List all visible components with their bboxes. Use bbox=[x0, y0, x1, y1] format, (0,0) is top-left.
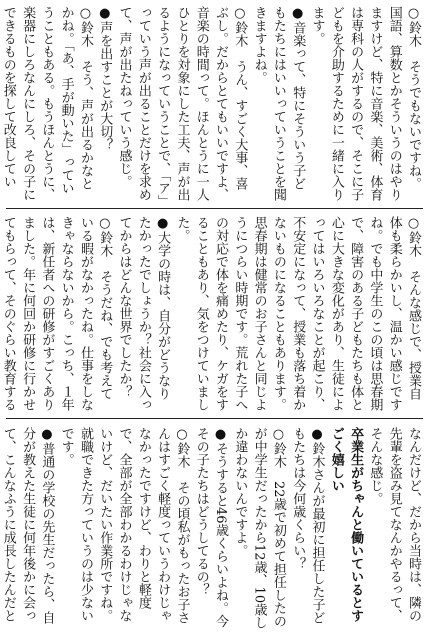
tier-divider bbox=[6, 418, 423, 419]
paragraph: ○鈴木 そんな感じで、授業自体も柔らかいし、温かい感じですね。でも中学生のこの頃は思春期で、障害のある子どもたちも体と心に大きな変化があり、生徒によってはいろいろなことが起こり、不安定になって、授業も落ち着かないものになることもあります。思春期は健常のお子さんと同じようにつらい時期です。荒れた子への対応で体を痛めたり、ケガをすることもあり、気をつけていました。 bbox=[174, 216, 421, 411]
text-tier-middle bbox=[0, 216, 423, 412]
question-paragraph: ●大学の時は、自分がどうなりたかったでしょうか？社会に入ってからはどんな世界でしたか？ bbox=[116, 216, 171, 411]
text-tier-top bbox=[0, 6, 423, 202]
section-heading: 卒業生がちゃんと働いているとすごく嬉しい bbox=[328, 427, 364, 622]
question-paragraph: ●鈴木さんが最初に担任した子どもたちは今何歳くらい？ bbox=[290, 427, 325, 624]
paragraph: なんだけど、だから当時は、隣の先輩を盗み見てなんかやるって、そんな感じ。 bbox=[367, 427, 421, 622]
question-paragraph: ●普通の学校の先生だったら、自分が教えた生徒に何年後かに会って、こんなふうに成長したんだと bbox=[0, 427, 55, 624]
paragraph: ○鈴木 22歳で初めて担任したのが中学生だったから12歳、10歳しか違わないんですよ。 bbox=[232, 427, 286, 630]
question-paragraph: ●そうすると46歳くらいよね。今その子たちはどうしてるの？ bbox=[193, 427, 229, 628]
question-paragraph: ●音楽って、特にそういう子どもたちにはいいっていうことを聞きますよね。 bbox=[251, 6, 306, 201]
paragraph: ○鈴木 そうだね、でも考えている暇がなかったね。仕事をしなきゃならないから。こっち、１年は、新任者への研修がすごくありました。年に何回か研修に行かせてもらって、そのぐらい教育する bbox=[0, 216, 113, 411]
text-tier-bottom bbox=[0, 427, 423, 632]
question-paragraph: ●声を出すことが大切？ bbox=[97, 6, 113, 151]
paragraph: ○鈴木 そうでもないですね。国語、算数とかそういうのはやりますけど、特に音楽、美術、体育は専科の人がするので、そこに子どもを介助するために一緒に入ります。 bbox=[309, 6, 421, 201]
paragraph: ○鈴木 その頃私がもったお子さんはすごく軽度っていうわけじゃなかったですけど、わりと軽度で、全部が全部わかるわけじゃないけど、だいたい作業所ですね。就職できた方っていうのは少ないです。 bbox=[58, 427, 190, 624]
tier-divider bbox=[6, 208, 423, 209]
paragraph: ○鈴木 そう、声が出るかなとかね。「あ、手が動いた」っていうこともある。もうほんとうに、楽器にしろなんにしろ、その子にできるものを探して改良してい bbox=[0, 6, 93, 201]
paragraph: ○鈴木 うん、すごく大事、喜ぶし。だからとてもいいですよ、音楽の時間って。ほんとうに一人ひとりを対象にした工夫、声が出るようになっていうことで、「ア」っていう声が出ることだけを求めて、声が出たねっていう感じ。 bbox=[116, 6, 248, 201]
